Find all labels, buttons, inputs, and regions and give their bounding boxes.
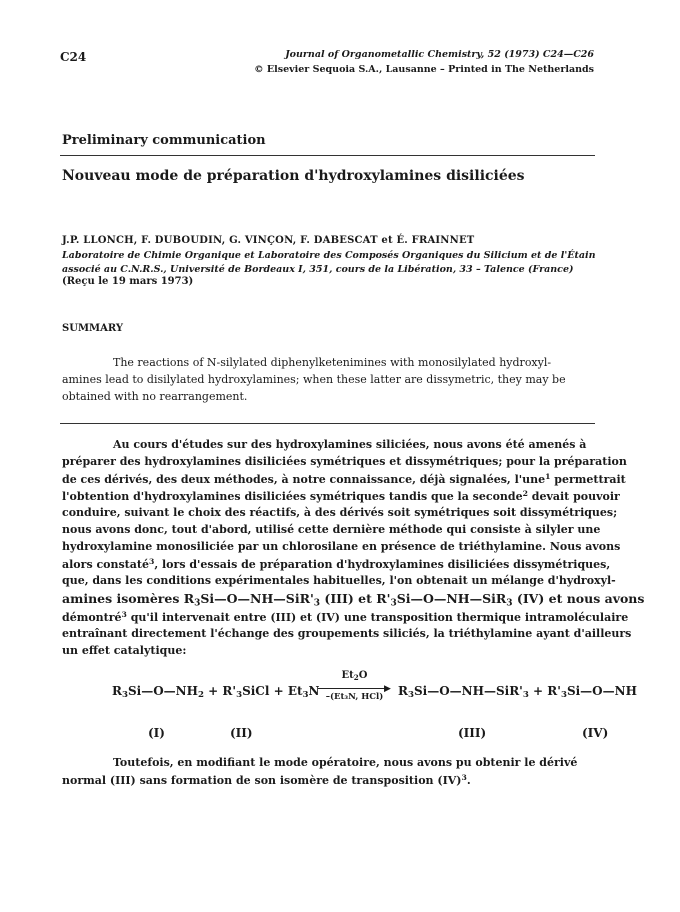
- reaction-reactants: $R_3Si—O—NH_2$ + $R'_3SiCl + Et_3N$: [112, 684, 320, 701]
- article-title: Nouveau mode de préparation d'hydroxylamines disiliciées: [62, 168, 525, 184]
- compound-label: (II): [230, 726, 253, 740]
- body-line: entraînant directement l'échange des groupements siliciés, la triéthylamine ayant d'ailleurs: [62, 627, 632, 640]
- body-line: conduire, suivant le choix des réactifs, à des dérivés soit symétriques soit dissymétriques;: [62, 506, 618, 519]
- body-line: l'obtention d'hydroxylamines disiliciées symétriques tandis que la seconde$^2$ devait pouvoir: [62, 489, 620, 503]
- page-number: C24: [60, 50, 87, 64]
- byproduct-label: –(Et₃N, HCl): [325, 692, 384, 702]
- body-line: que, dans les conditions expérimentales habituelles, l'on obtenait un mélange d'hydroxyl-: [62, 574, 616, 587]
- reaction-arrow: [318, 670, 391, 700]
- body-line: amines isomères $R_3Si—O—NH—SiR'_3$ (III) et $R'_3Si—O—NH—SiR_3$ (IV) et nous avons: [62, 591, 645, 609]
- body-line: hydroxylamine monosiliciée par un chlorosilane en présence de triéthylamine. Nous avons: [62, 540, 621, 553]
- body-line: démontré$^3$ qu'il intervenait entre (III) et (IV) une transposition thermique intramoléculaire: [62, 610, 629, 624]
- journal-citation: Journal of Organometallic Chemistry, 52 (1973) C24—C26: [285, 49, 594, 60]
- arrow-line: [318, 688, 386, 689]
- reagent-label: $Et_2O$: [341, 670, 368, 682]
- compound-label: (III): [458, 726, 487, 740]
- authors: J.P. LLONCH, F. DUBOUDIN, G. VINÇON, F. DABESCAT et É. FRAINNET: [62, 235, 475, 246]
- summary-line: obtained with no rearrangement.: [62, 390, 248, 403]
- body-line: un effet catalytique:: [62, 644, 187, 657]
- summary-line: amines lead to disilylated hydroxylamines; when these latter are dissymetric, they may be: [62, 373, 566, 386]
- reaction-products: $R_3Si—O—NH—SiR'_3$ + $R'_3Si—O—NH$: [398, 684, 637, 701]
- arrow-head-icon: ▶: [384, 684, 391, 694]
- compound-label: (I): [148, 726, 165, 740]
- body-line: de ces dérivés, des deux méthodes, à notre connaissance, déjà signalées, l'une$^1$ permettrait: [62, 472, 626, 486]
- summary-line: The reactions of N-silylated diphenylketenimines with monosilylated hydroxyl-: [113, 356, 552, 369]
- compound-label: (IV): [582, 726, 609, 740]
- summary-heading: SUMMARY: [62, 323, 123, 334]
- divider: [60, 155, 595, 156]
- body-line: nous avons donc, tout d'abord, utilisé cette dernière méthode qui consiste à silyler une: [62, 523, 601, 536]
- body-line: Toutefois, en modifiant le mode opératoire, nous avons pu obtenir le dérivé: [113, 756, 578, 769]
- divider: [60, 423, 595, 424]
- publisher-line: © Elsevier Sequoia S.A., Lausanne – Printed in The Netherlands: [254, 64, 594, 75]
- body-line: normal (III) sans formation de son isomère de transposition (IV)$^3$.: [62, 773, 471, 787]
- affiliation-line: associé au C.N.R.S., Université de Bordeaux I, 351, cours de la Libération, 33 – Talence (France): [62, 264, 574, 275]
- body-line: préparer des hydroxylamines disiliciées symétriques et dissymétriques; pour la préparation: [62, 455, 627, 468]
- body-line: alors constaté$^3$, lors d'essais de préparation d'hydroxylamines disiliciées dissymétriques,: [62, 557, 611, 571]
- affiliation-line: Laboratoire de Chimie Organique et Laboratoire des Composés Organiques du Silicium et de l'Étain: [62, 250, 596, 261]
- received-date: (Reçu le 19 mars 1973): [62, 276, 194, 287]
- section-title: Preliminary communication: [62, 133, 266, 148]
- body-line: Au cours d'études sur des hydroxylamines siliciées, nous avons été amenés à: [113, 438, 587, 451]
